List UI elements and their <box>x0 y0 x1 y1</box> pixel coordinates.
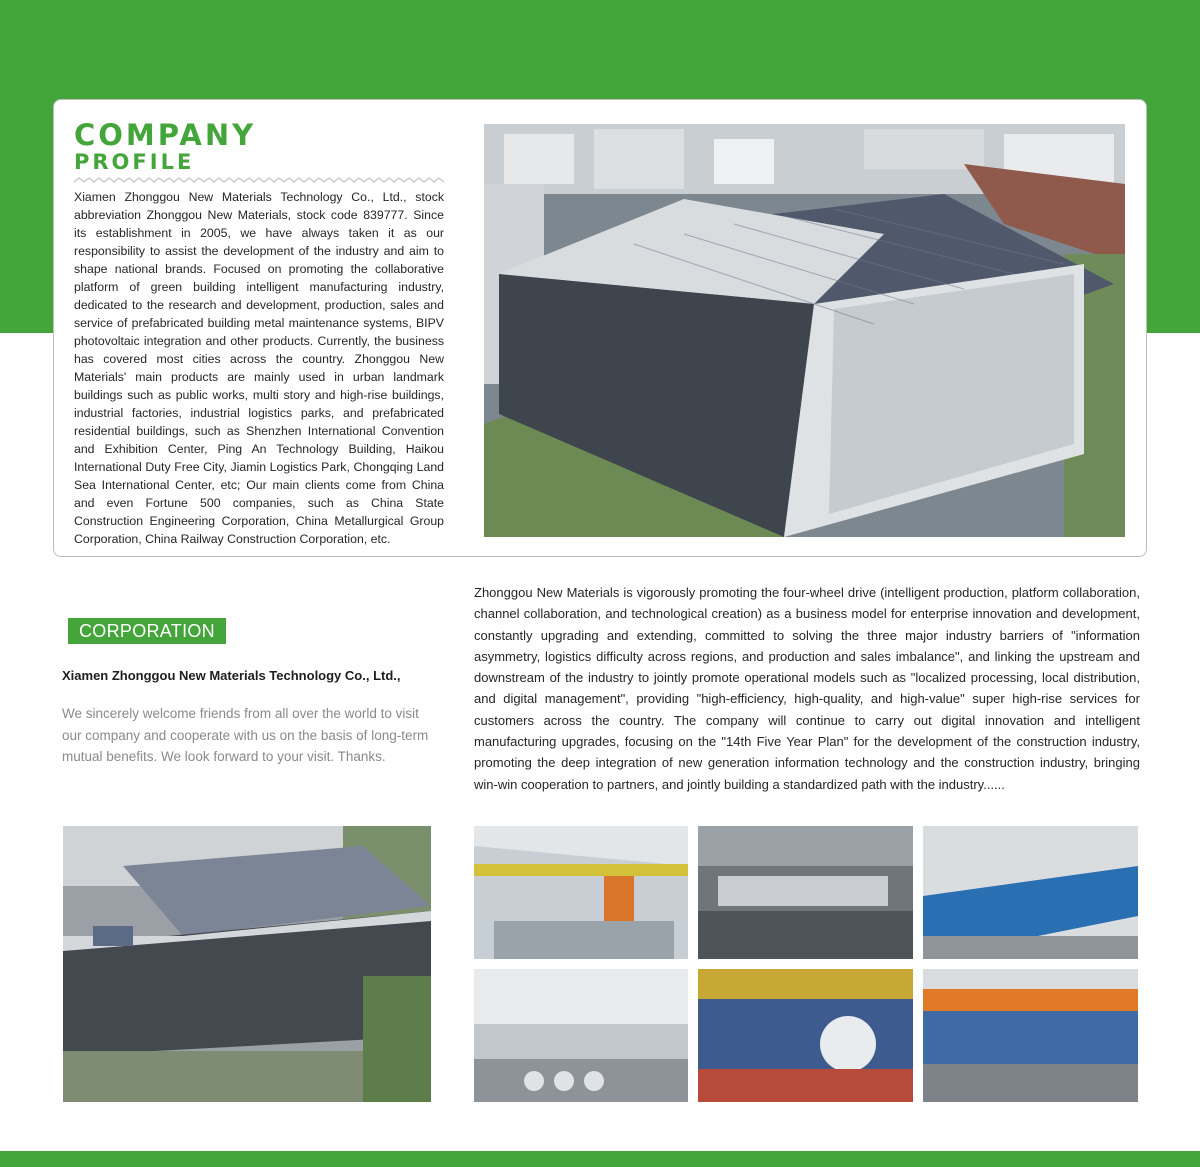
aerial-factory-solar-roof-photo <box>484 124 1125 537</box>
orange-gantry-production-line-photo <box>923 969 1138 1102</box>
coil-uncoiler-machine-photo <box>698 969 913 1102</box>
corporation-badge: CORPORATION <box>68 618 226 644</box>
zigzag-divider <box>74 175 444 185</box>
company-profile-text: Xiamen Zhonggou New Materials Technology Co., Ltd., stock abbreviation Zhonggou New Materials, stock code 839777. Since its establishment in 2005, we have always taken it as our responsibility to assist the development of the industry and aim to shape national brands. Focused on promoting the collaborative platform of green building intelligent manufacturing industry, dedicated to the research and development, production, sales and service of prefabricated building metal maintenance systems, BIPV photovoltaic integration and other products. Currently, the business has covered most cities across the country. Zhonggou New Materials' main products are mainly used in urban landmark buildings such as public works, multi story and high-rise buildings, industrial factories, industrial logistics parks, and prefabricated residential buildings, such as Shenzhen International Convention and Exhibition Center, Ping An Technology Building, Haikou International Duty Free City, Jiamin Logistics Park, Chongqing Land Sea International Center, etc; Our main clients come from China and even Fortune 500 companies, such as China State Construction Engineering Corporation, China Metallurgical Group Corporation, China Railway Construction Corporation, etc. <box>74 190 444 546</box>
cutting-machine-workshop-photo <box>698 826 913 959</box>
profile-heading: PROFILE <box>74 150 195 174</box>
robotic-arm-workshop-photo <box>474 826 688 959</box>
steel-coil-warehouse-photo <box>474 969 688 1102</box>
welcome-text: We sincerely welcome friends from all over the world to visit our company and cooperate with us on the basis of long-term mutual benefits. We look forward to your visit. Thanks. <box>62 706 429 764</box>
company-name: Xiamen Zhonggou New Materials Technology Co., Ltd., <box>62 668 401 683</box>
business-model-text: Zhonggou New Materials is vigorously promoting the four-wheel drive (intelligent production, platform collaboration, channel collaboration, and technological creation) as a business model for enterprise innovation and development, constantly upgrading and extending, committed to solving the three major industry barriers of "information asymmetry, logistics difficulty across regions, and production and sales imbalance", and linking the upstream and downstream of the industry to jointly promote operational models such as "localized processing, local distribution, and digital management", providing "high-efficiency, high-quality, and high-value" super high-rise services for customers across the country. The company will continue to carry out digital innovation and intelligent manufacturing upgrades, focusing on the "14th Five Year Plan" for the development of the construction industry, promoting the deep integration of new generation information technology and the construction industry, bringing win-win cooperation to partners, and jointly building a standardized path with the industry...... <box>474 585 1140 792</box>
blue-roll-forming-line-photo <box>923 826 1138 959</box>
factory-building-exterior-photo <box>63 826 431 1102</box>
bottom-green-band <box>0 1151 1200 1167</box>
company-heading: COMPANY <box>74 118 257 152</box>
